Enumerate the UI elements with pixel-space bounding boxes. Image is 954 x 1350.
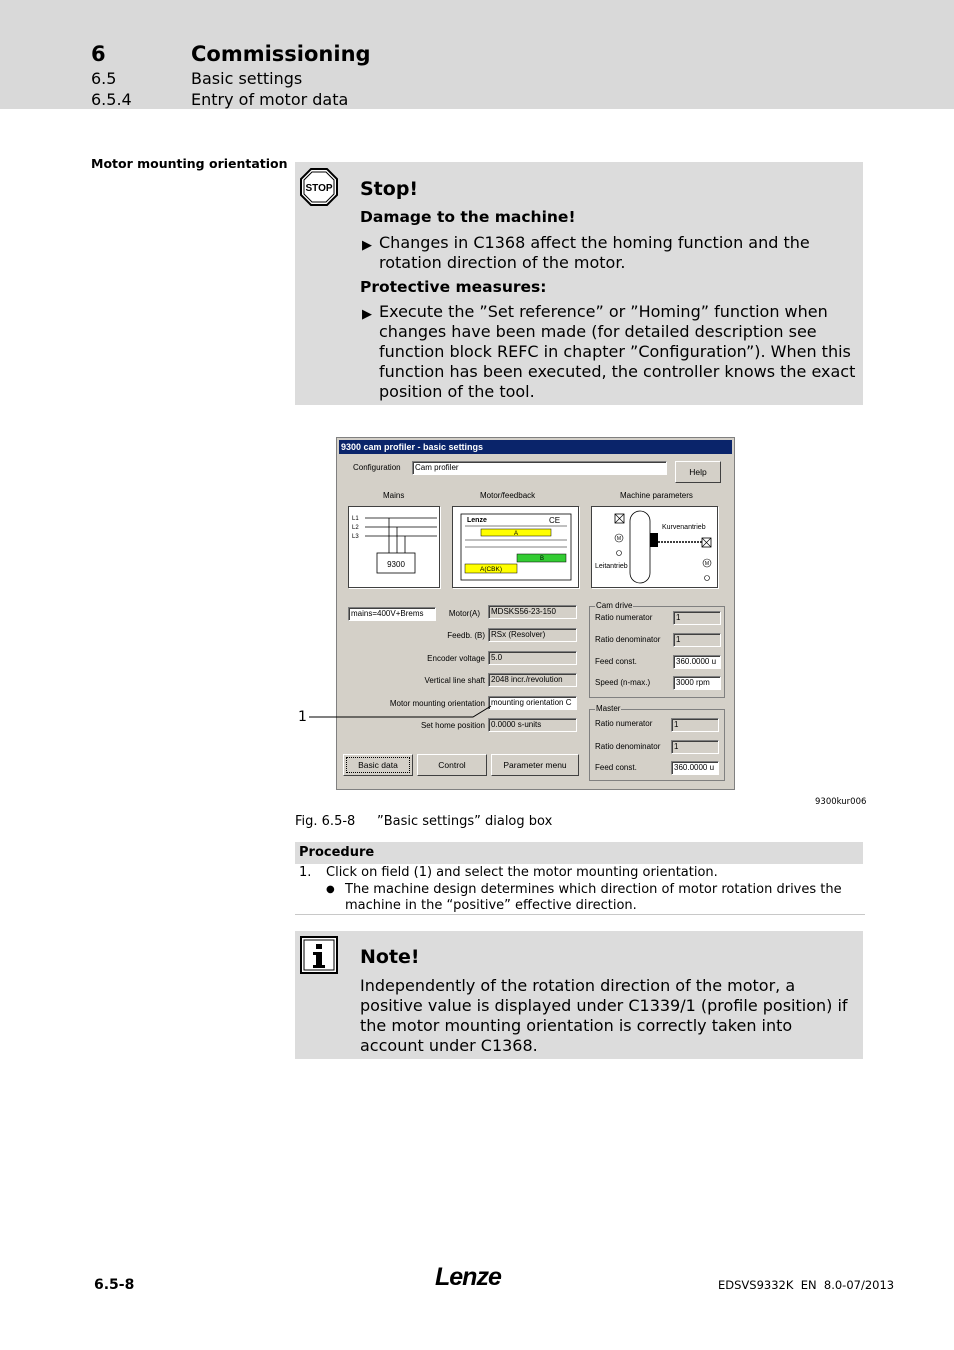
home-position-label: Set home position [420,721,485,730]
callout-number: 1 [298,709,307,725]
machine-parameters-panel[interactable] [591,506,718,588]
feedback-field[interactable]: RSx (Resolver) [488,628,577,642]
home-position-field[interactable]: 0.0000 s-units [488,718,577,732]
master-ratio-den-label: Ratio denominator [595,742,661,751]
encoder-voltage-label: Encoder voltage [427,654,485,663]
master-feed-field[interactable]: 360.0000 u [671,761,719,775]
vertical-shaft-field[interactable]: 2048 incr./revolution [488,673,577,687]
mains-line-l3: L3 [352,534,359,540]
subsection-title: Entry of motor data [191,90,349,109]
procedure-step-text: Click on field (1) and select the motor mounting orientation. [326,865,718,880]
stop-damage-heading: Damage to the machine! [360,208,576,226]
motor-lenze-logo: Lenze [467,517,487,524]
motor-feedback-diagram [453,507,578,587]
cam-feed-label: Feed const. [595,657,637,666]
cam-ratio-den-label: Ratio denominator [595,635,661,644]
subsection-number: 6.5.4 [91,90,132,109]
info-icon [300,936,338,974]
machine-motor-1: M [616,536,622,542]
leitantrieb-label: Leitantrieb [595,563,628,570]
stop-bullet-2: ▶ Execute the ”Set reference” or ”Homing” function when changes have been made (for detailed description see function block REFC in chapter ”Configuration”). When this function has been executed, the controller knows the exact position of the tool. [362,302,860,402]
cam-drive-group [589,601,725,698]
procedure-step-number: 1. [299,865,312,880]
procedure-bullet-dot: ● [326,884,335,895]
motor-bar-b-label: B [539,556,545,562]
configuration-field[interactable]: Cam profiler [412,461,667,475]
motor-bar-a-label: A [513,531,519,537]
section-title: Basic settings [191,69,303,88]
machine-motor-2: M [704,561,710,567]
stop-bullet-1-text: Changes in C1368 affect the homing function and the rotation direction of the motor. [379,233,810,272]
motor-feedback-label: Motor/feedback [480,491,536,500]
encoder-voltage-field[interactable]: 5.0 [488,651,577,665]
mount-orientation-field[interactable]: mounting orientation C [488,696,577,710]
master-ratio-num-label: Ratio numerator [595,719,653,728]
vertical-shaft-label: Vertical line shaft [424,676,485,685]
mount-orientation-label: Motor mounting orientation [389,699,485,708]
lenze-logo: Lenze [435,1263,501,1291]
motor-a-label: Motor(A) [448,609,480,618]
header-band [0,0,954,109]
stop-bullet-2-text: Execute the ”Set reference” or ”Homing” function when changes have been made (for detailed description see function block REFC in chapter ”Configuration”). When this function has been executed, the controller knows the exact position of the tool. [379,302,856,401]
cam-feed-field[interactable]: 360.0000 u [673,655,721,669]
stop-icon [300,168,338,206]
dialog-title: 9300 cam profiler - basic settings [339,440,732,454]
ce-mark: CE [549,516,561,525]
help-button[interactable]: Help [675,461,721,483]
master-ratio-num-field[interactable]: 1 [671,718,719,732]
cam-ratio-num-field[interactable]: 1 [673,611,721,625]
cam-drive-title: Cam drive [596,601,633,610]
figure-caption: ”Basic settings” dialog box [377,814,553,829]
page-number: 6.5-8 [94,1277,135,1293]
master-title: Master [596,704,621,713]
document-id: EDSVS9332K EN 8.0-07/2013 [718,1278,895,1292]
motor-a-field[interactable]: MDSKS56-23-150 [488,605,577,619]
chapter-number: 6 [91,42,106,66]
cam-ratio-den-field[interactable]: 1 [673,633,721,647]
machine-diagram [592,507,717,587]
motor-bar-ab-label: A(CBK) [479,566,503,573]
parameter-menu-button[interactable]: Parameter menu [491,754,579,776]
mains-line-l1: L1 [352,516,359,522]
procedure-heading: Procedure [295,842,863,864]
callout-line [305,700,495,722]
mains-label: Mains [383,491,405,500]
mains-device-label: 9300 [387,560,405,569]
section-number: 6.5 [91,69,117,88]
mains-diagram [349,507,439,587]
chapter-title: Commissioning [191,42,371,66]
side-label: Motor mounting orientation [91,156,288,171]
master-feed-label: Feed const. [595,763,637,772]
mains-line-l2: L2 [352,525,359,531]
procedure-divider [295,914,865,915]
cam-ratio-num-label: Ratio numerator [595,613,653,622]
stop-bullet-1: ▶ Changes in C1368 affect the homing function and the rotation direction of the motor. [362,233,860,273]
procedure-sub-bullet: The machine design determines which direction of motor rotation drives the machine in the “positive” effective direction. [345,882,842,913]
mains-field[interactable]: mains=400V+Brems [348,607,436,621]
cam-speed-field[interactable]: 3000 rpm [673,676,721,690]
mains-panel[interactable] [348,506,440,588]
note-text: Independently of the rotation direction of the motor, a positive value is displayed under C1339/1 (profile position) if the motor mounting orientation is correctly taken into account under C1368. [360,976,848,1055]
stop-icon-text: STOP [305,183,333,194]
machine-parameters-label: Machine parameters [620,491,693,500]
basic-settings-dialog [336,437,735,790]
basic-data-button[interactable]: Basic data [343,754,413,776]
configuration-label: Configuration [353,463,401,472]
kurvenantrieb-label: Kurvenantrieb [662,524,706,531]
master-ratio-den-field[interactable]: 1 [671,740,719,754]
figure-file-id: 9300kur006 [815,797,867,807]
note-title: Note! [360,946,420,968]
stop-title: Stop! [360,178,419,200]
control-button[interactable]: Control [417,754,487,776]
stop-protective-heading: Protective measures: [360,278,547,296]
motor-feedback-panel[interactable] [452,506,579,588]
figure-number: Fig. 6.5-8 [295,814,356,829]
master-group [589,704,725,781]
cam-speed-label: Speed (n-max.) [595,678,651,687]
feedback-label: Feedb. (B) [447,631,485,640]
